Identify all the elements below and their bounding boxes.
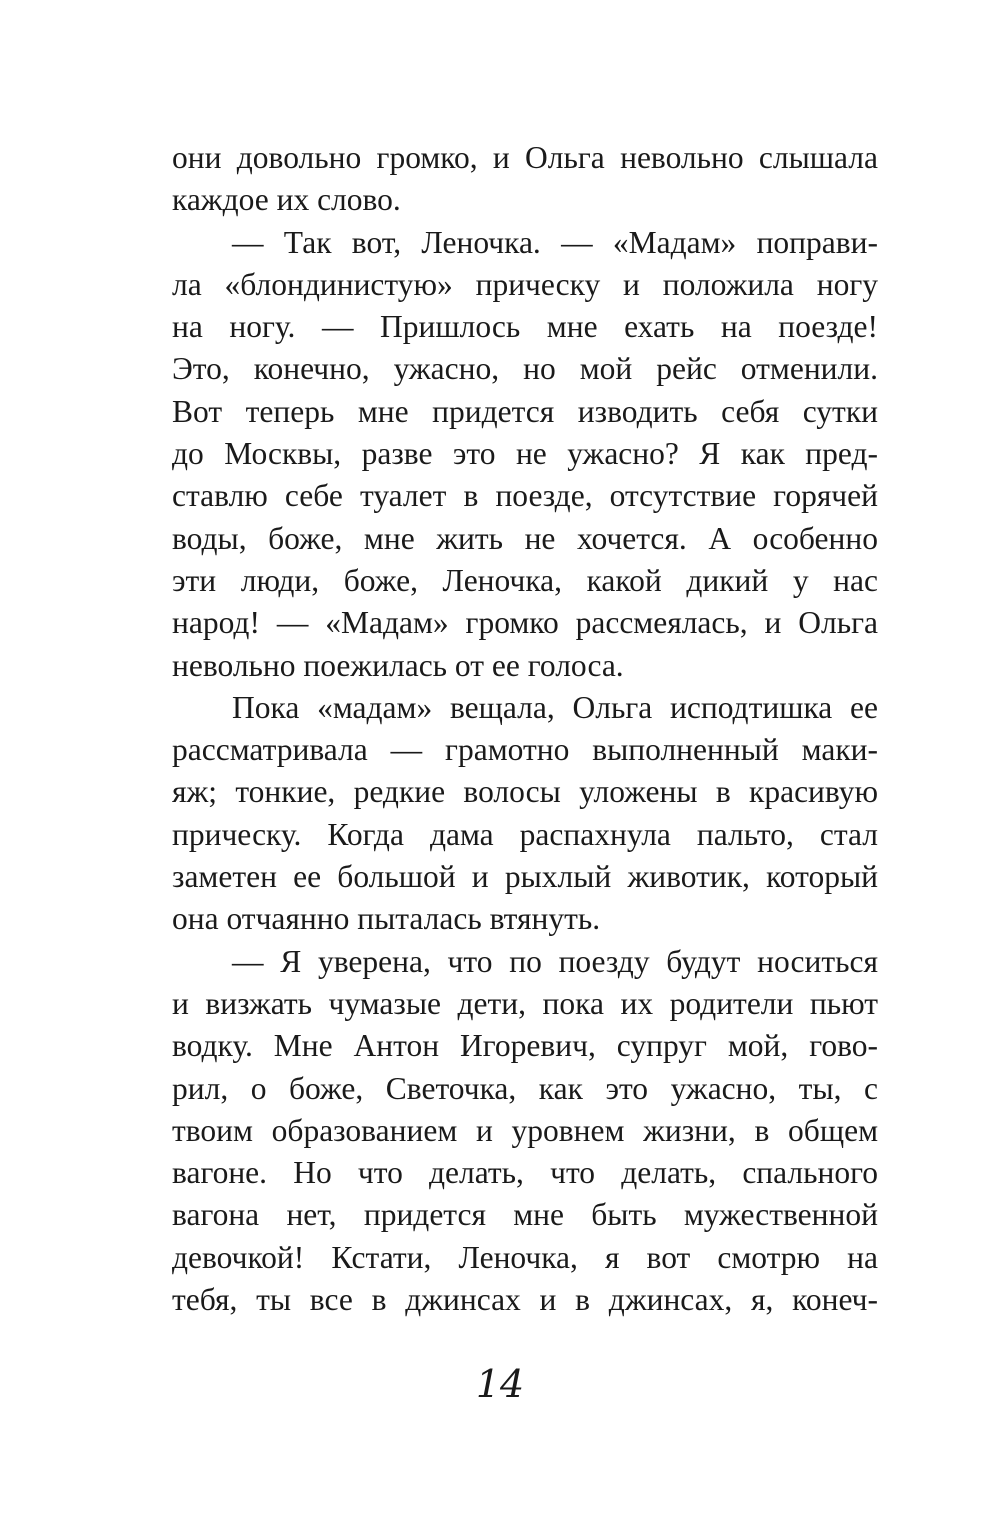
text-line: рил, о боже, Светочка, как это ужасно, ты, с bbox=[172, 1070, 878, 1106]
text-line: и визжать чумазые дети, пока их родители пьют bbox=[172, 985, 878, 1021]
text-line: невольно поежилась от ее голоса. bbox=[172, 647, 624, 683]
text-line: народ! — «Мадам» громко рассмеялась, и Ольга bbox=[172, 605, 878, 641]
text-line: Это, конечно, ужасно, но мой рейс отменили. bbox=[172, 351, 878, 387]
text-line: Пока «мадам» вещала, Ольга исподтишка ее bbox=[232, 689, 878, 725]
text-line: до Москвы, разве это не ужасно? Я как пред- bbox=[172, 436, 878, 472]
text-line: на ногу. — Пришлось мне ехать на поезде! bbox=[172, 309, 878, 345]
body-text bbox=[172, 137, 878, 1321]
text-line: рассматривала — грамотно выполненный маки- bbox=[172, 732, 878, 768]
page-number: 14 bbox=[475, 1362, 525, 1406]
text-line: Вот теперь мне придется изводить себя сутки bbox=[172, 393, 878, 429]
text-line: воды, боже, мне жить не хочется. А особенно bbox=[172, 520, 878, 556]
text-line: ла «блондинистую» прическу и положила ногу bbox=[172, 266, 878, 302]
text-line: заметен ее большой и рыхлый животик, который bbox=[172, 859, 878, 895]
text-line: прическу. Когда дама распахнула пальто, стал bbox=[172, 816, 878, 852]
text-line: вагона нет, придется мне быть мужественной bbox=[172, 1197, 878, 1233]
text-line: они довольно громко, и Ольга невольно слышала bbox=[172, 140, 878, 175]
text-line: вагоне. Но что делать, что делать, спального bbox=[172, 1155, 878, 1191]
text-line: твоим образованием и уровнем жизни, в общем bbox=[172, 1112, 878, 1148]
text-line: девочкой! Кстати, Леночка, я вот смотрю на bbox=[172, 1239, 878, 1275]
text-line: она отчаянно пыталась втянуть. bbox=[172, 901, 601, 937]
text-line: тебя, ты все в джинсах и в джинсах, я, конеч- bbox=[172, 1282, 878, 1318]
text-line: ставлю себе туалет в поезде, отсутствие горячей bbox=[172, 478, 878, 514]
text-line: яж; тонкие, редкие волосы уложены в красивую bbox=[172, 774, 878, 810]
text-line: каждое их слово. bbox=[172, 182, 401, 218]
text-line: — Так вот, Леночка. — «Мадам» поправи- bbox=[232, 224, 878, 260]
text-line: водку. Мне Антон Игоревич, супруг мой, гово- bbox=[172, 1028, 878, 1064]
text-line: эти люди, боже, Леночка, какой дикий у нас bbox=[172, 562, 878, 598]
text-line: — Я уверена, что по поезду будут носиться bbox=[232, 943, 878, 979]
